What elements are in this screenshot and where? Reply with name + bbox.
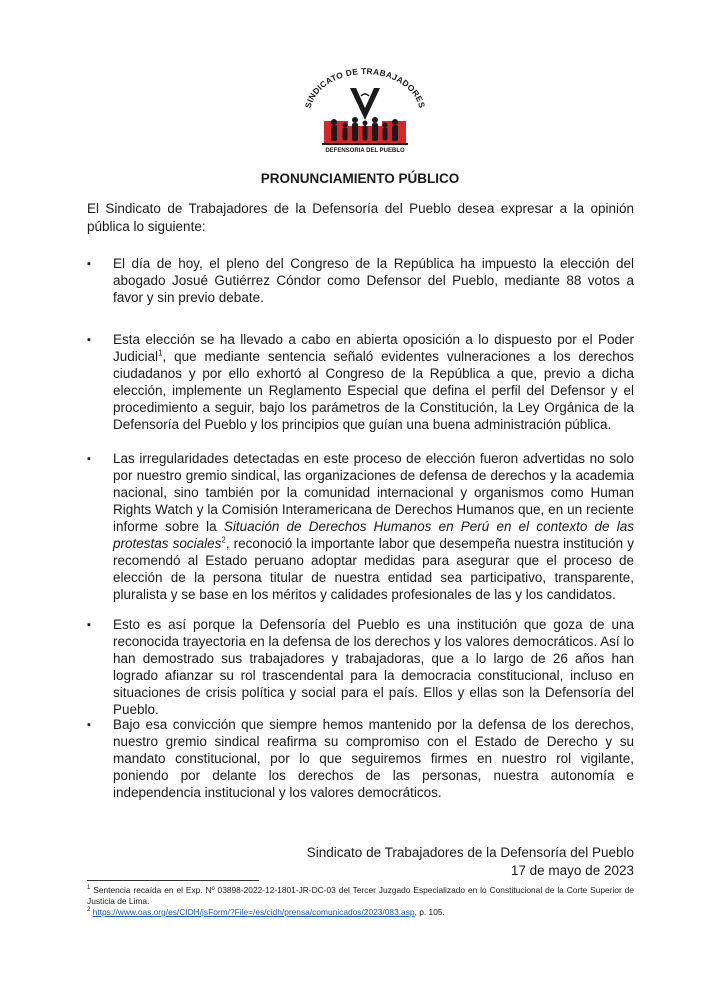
item-text-part: Las irregularidades detectadas en este proceso de elección fueron advertidas no solo por nuestro gremio sindical, las organizaciones de defensa de derechos y la academia nacional, sino también por la comunidad internacional y organismos como Human Rights Watch y la Comisión Interamericana de Derechos Humanos que, en un reciente informe sobre la [113,451,634,534]
bullet-icon: ▪ [87,619,91,631]
footnote-number: 1 [87,885,91,892]
item-text: Esto es así porque la Defensoría del Pueblo es una institución que goza de una reconocida trayectoria en la defensa de los derechos y los valores democráticos. Así lo han demostrado sus trabajadores y trabajadoras, que a lo largo de 26 años han logrado afianzar su rol trascendental para la democracia constitucional, incluso en situaciones de crisis política y social para el país. Ellos y ellas son la Defensoría del Pueblo. [113,617,634,717]
item-text: El día de hoy, el pleno del Congreso de la República ha impuesto la elección del abogado Josué Gutiérrez Cóndor como Defensor del Pueblo, mediante 88 votos a favor y sin previo debate. [113,256,634,305]
document-title: PRONUNCIAMIENTO PÚBLICO [260,171,460,186]
union-logo [298,68,432,154]
item-text-part: , que mediante sentencia señaló evidentes vulneraciones a los derechos ciudadanos y por ello exhortó al Congreso de la República a que, previo a dicha elección, implemente un Reglamento Especial que defina el perfil del Defensor y el procedimiento a seguir, bajo los parámetros de la Constitución, la Ley Orgánica de la Defensoría del Pueblo y los principios que guían una buena administración pública. [113,349,634,432]
footnote-text: , p. 105. [414,907,445,917]
bullet-icon: ▪ [87,334,91,346]
item-text [113,331,634,433]
signature-org: Sindicato de Trabajadores de la Defensoría del Pueblo [306,845,634,860]
footnote-ref: 1 [158,348,163,358]
footnote-1 [87,885,634,907]
item-text-part: , reconoció la importante labor que desempeña nuestra institución y recomendó al Estado peruano adoptar medidas para asegurar que el proceso de elección de la persona titular de nuestra entidad sea participativo, transparente, pluralista y se base en los méritos y calidades profesionales de las y los candidatos. [113,536,634,602]
logo-arc-text: SINDICATO DE TRABAJADORES [302,68,428,110]
footnote-2 [87,907,634,918]
svg-text:SINDICATO DE TRABAJADORES [303,68,428,109]
intro-paragraph: El Sindicato de Trabajadores de la Defensoría del Pueblo desea expresar a la opinión pública lo siguiente: [87,201,634,234]
item-text: Bajo esa convicción que siempre hemos mantenido por la defensa de los derechos, nuestro gremio sindical reafirma su compromiso con el Estado de Derecho y su mandato constitucional, por lo que seguiremos firmes en nuestro rol vigilante, poniendo por delante los derechos de las personas, nuestra autonomía e independencia institucional y los valores democráticos. [113,717,634,800]
item-text [113,450,634,603]
signature-block [250,844,634,880]
footnote-text: Sentencia recaída en el Exp. Nº 03898-2022-12-1801-JR-DC-03 del Tercer Juzgado Especializado en lo Constitucional de la Corte Superior de Justicia de Lima. [87,885,634,906]
item-text-part: Esta elección se ha llevado a cabo en abierta oposición a lo dispuesto por el Poder Judicial [113,332,634,364]
footnote-divider [87,880,259,881]
signature-date: 17 de mayo de 2023 [510,863,634,878]
footnotes [87,885,634,918]
bullet-icon: ▪ [87,719,91,731]
report-title: Situación de Derechos Humanos en Perú en el contexto de las protestas sociales [113,519,634,551]
logo-bottom-text: DEFENSORIA DEL PUEBLO [325,148,405,154]
footnote-link[interactable]: https://www.oas.org/es/CIDH/jsForm/?File=/es/cidh/prensa/comunicados/2023/083.asp [92,907,415,917]
bullet-icon: ▪ [87,258,91,270]
footnote-ref: 2 [221,535,226,545]
footnote-number: 2 [87,907,91,914]
bullet-icon: ▪ [87,453,91,465]
